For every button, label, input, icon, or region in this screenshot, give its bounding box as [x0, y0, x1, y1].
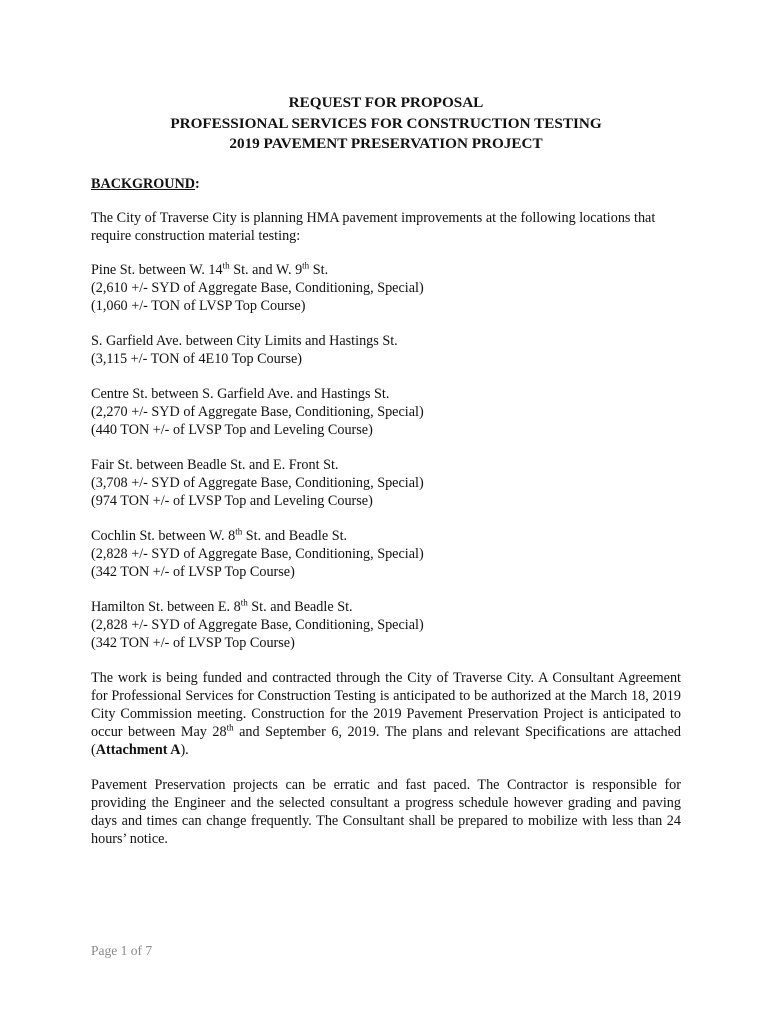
- title-line-2: PROFESSIONAL SERVICES FOR CONSTRUCTION TESTING: [170, 114, 602, 132]
- ordinal-suffix: th: [240, 596, 248, 607]
- location-item: [91, 385, 681, 439]
- location-quantity: (974 TON +/- of LVSP Top and Leveling Course): [91, 492, 373, 509]
- ordinal-suffix: th: [302, 259, 310, 270]
- location-street-text: St. and Beadle St.: [242, 527, 348, 544]
- location-quantity: (3,708 +/- SYD of Aggregate Base, Conditioning, Special): [91, 474, 424, 491]
- location-quantity: (2,610 +/- SYD of Aggregate Base, Conditioning, Special): [91, 279, 424, 296]
- location-item: [91, 598, 681, 652]
- location-quantity: (440 TON +/- of LVSP Top and Leveling Course): [91, 421, 373, 438]
- location-street-text: Pine St. between W. 14: [91, 261, 223, 278]
- location-street-text: St. and W. 9: [229, 261, 303, 278]
- location-quantity: (2,828 +/- SYD of Aggregate Base, Conditioning, Special): [91, 545, 424, 562]
- location-street: S. Garfield Ave. between City Limits and Hastings St.: [91, 332, 398, 349]
- location-item: [91, 456, 681, 510]
- locations-list: [91, 261, 681, 652]
- location-street: [91, 261, 681, 279]
- document-page: [91, 93, 681, 865]
- funding-text: and September 6, 2019. The plans and relevant Specifications are attached (: [91, 723, 681, 758]
- location-quantity: (2,828 +/- SYD of Aggregate Base, Conditioning, Special): [91, 616, 424, 633]
- location-quantity: (342 TON +/- of LVSP Top Course): [91, 634, 295, 651]
- title-line-1: REQUEST FOR PROPOSAL: [288, 94, 484, 111]
- ordinal-suffix: th: [226, 721, 234, 732]
- location-item: [91, 261, 681, 315]
- funding-text: ).: [180, 741, 189, 758]
- section-heading: [91, 175, 681, 193]
- location-quantity: (3,115 +/- TON of 4E10 Top Course): [91, 350, 303, 367]
- location-street: [91, 527, 681, 545]
- funding-paragraph: [91, 669, 681, 759]
- page-number: Page 1 of 7: [91, 943, 153, 958]
- funding-text: The work is being funded and contracted through the City of Traverse City. A Consultant Agreement for Professional Services for Construction Testing is anticipated to be authorized at the March 18, 2019 City Commission meeting. Construction for the 2019 Pavement Preservation Project is anticipated to occur between May 28: [91, 669, 681, 740]
- location-quantity: (1,060 +/- TON of LVSP Top Course): [91, 297, 306, 314]
- schedule-paragraph: Pavement Preservation projects can be erratic and fast paced. The Contractor is responsible for providing the Engineer and the selected consultant a progress schedule however grading and paving days and times can change frequently. The Consultant shall be prepared to mobilize with less than 24 hours’ notice.: [91, 776, 681, 847]
- location-street-text: St. and Beadle St.: [247, 598, 353, 615]
- attachment-reference: Attachment A: [95, 741, 181, 758]
- location-street-text: Cochlin St. between W. 8: [91, 527, 236, 544]
- title-line-3: 2019 PAVEMENT PRESERVATION PROJECT: [229, 135, 543, 152]
- location-street: Centre St. between S. Garfield Ave. and Hastings St.: [91, 385, 390, 402]
- location-street: [91, 598, 681, 616]
- location-item: [91, 332, 681, 368]
- document-title-block: [91, 93, 681, 155]
- location-item: [91, 527, 681, 581]
- location-street-text: Hamilton St. between E. 8: [91, 598, 241, 615]
- location-street-text: St.: [309, 261, 329, 278]
- location-quantity: (342 TON +/- of LVSP Top Course): [91, 563, 295, 580]
- ordinal-suffix: th: [235, 525, 243, 536]
- section-heading-colon: :: [195, 175, 200, 192]
- location-street: Fair St. between Beadle St. and E. Front St.: [91, 456, 339, 473]
- ordinal-suffix: th: [222, 259, 230, 270]
- intro-paragraph: The City of Traverse City is planning HMA pavement improvements at the following locations that require construction material testing:: [91, 209, 656, 244]
- location-quantity: (2,270 +/- SYD of Aggregate Base, Conditioning, Special): [91, 403, 424, 420]
- section-heading-text: BACKGROUND: [91, 175, 196, 192]
